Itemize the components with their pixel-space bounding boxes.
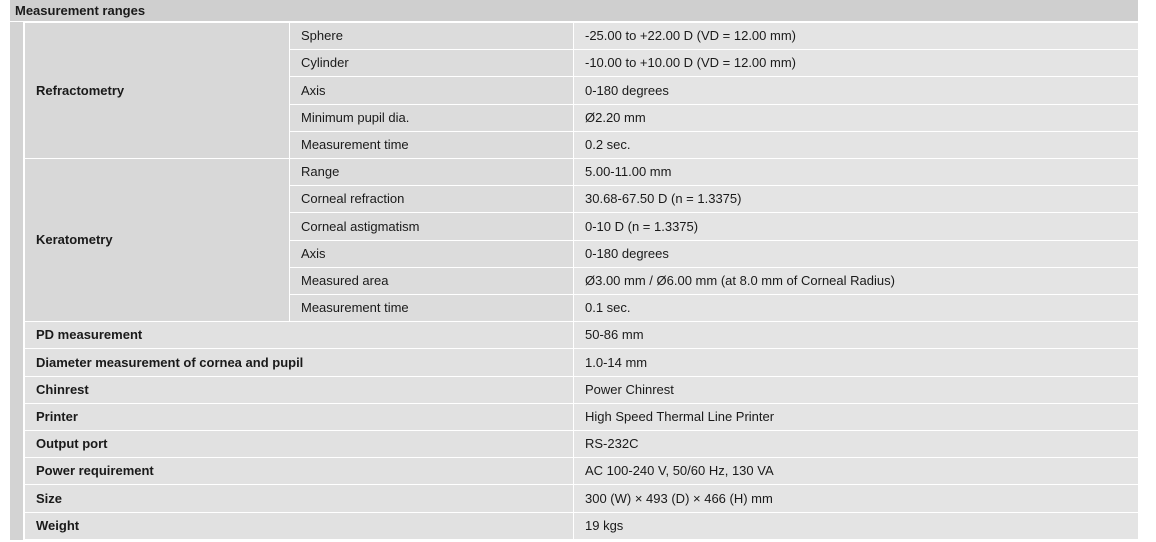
param-name: Axis: [290, 240, 574, 267]
param-name: Measurement time: [290, 131, 574, 158]
table-row: [25, 431, 1139, 458]
spec-value: 19 kgs: [574, 512, 1139, 539]
param-value: 0-180 degrees: [574, 77, 1139, 104]
param-name: Measurement time: [290, 295, 574, 322]
spec-body: [10, 22, 1138, 540]
param-value: 0.2 sec.: [574, 131, 1139, 158]
spec-value: 1.0-14 mm: [574, 349, 1139, 376]
spec-label: Diameter measurement of cornea and pupil: [25, 349, 574, 376]
table-row: [25, 376, 1139, 403]
table-row: [25, 322, 1139, 349]
param-value: 5.00-11.00 mm: [574, 159, 1139, 186]
spec-label: Weight: [25, 512, 574, 539]
table-row: [25, 159, 1139, 186]
spec-label: Printer: [25, 403, 574, 430]
table-row: [25, 403, 1139, 430]
section-indent-bar: [10, 22, 24, 540]
spec-label: Size: [25, 485, 574, 512]
spec-value: 300 (W) × 493 (D) × 466 (H) mm: [574, 485, 1139, 512]
param-name: Axis: [290, 77, 574, 104]
param-value: 0-10 D (n = 1.3375): [574, 213, 1139, 240]
table-row: [25, 485, 1139, 512]
param-name: Sphere: [290, 23, 574, 50]
table-row: [25, 458, 1139, 485]
spec-label: Output port: [25, 431, 574, 458]
refractometry-label: Refractometry: [25, 23, 290, 159]
spec-table: [24, 22, 1139, 540]
spec-value: Power Chinrest: [574, 376, 1139, 403]
param-name: Minimum pupil dia.: [290, 104, 574, 131]
param-value: Ø3.00 mm / Ø6.00 mm (at 8.0 mm of Corneal Radius): [574, 267, 1139, 294]
param-name: Measured area: [290, 267, 574, 294]
spec-value: High Speed Thermal Line Printer: [574, 403, 1139, 430]
param-name: Range: [290, 159, 574, 186]
param-value: 0-180 degrees: [574, 240, 1139, 267]
param-value: -25.00 to +22.00 D (VD = 12.00 mm): [574, 23, 1139, 50]
spec-label: Power requirement: [25, 458, 574, 485]
param-value: -10.00 to +10.00 D (VD = 12.00 mm): [574, 50, 1139, 77]
param-name: Corneal refraction: [290, 186, 574, 213]
table-row: [25, 23, 1139, 50]
spec-label: Chinrest: [25, 376, 574, 403]
spec-value: RS-232C: [574, 431, 1139, 458]
spec-value: 50-86 mm: [574, 322, 1139, 349]
table-row: [25, 512, 1139, 539]
spec-sheet: [10, 0, 1138, 539]
param-name: Corneal astigmatism: [290, 213, 574, 240]
table-row: [25, 349, 1139, 376]
param-value: Ø2.20 mm: [574, 104, 1139, 131]
spec-label: PD measurement: [25, 322, 574, 349]
param-value: 0.1 sec.: [574, 295, 1139, 322]
param-value: 30.68-67.50 D (n = 1.3375): [574, 186, 1139, 213]
section-title: Measurement ranges: [10, 0, 1138, 22]
keratometry-label: Keratometry: [25, 159, 290, 322]
spec-value: AC 100-240 V, 50/60 Hz, 130 VA: [574, 458, 1139, 485]
param-name: Cylinder: [290, 50, 574, 77]
